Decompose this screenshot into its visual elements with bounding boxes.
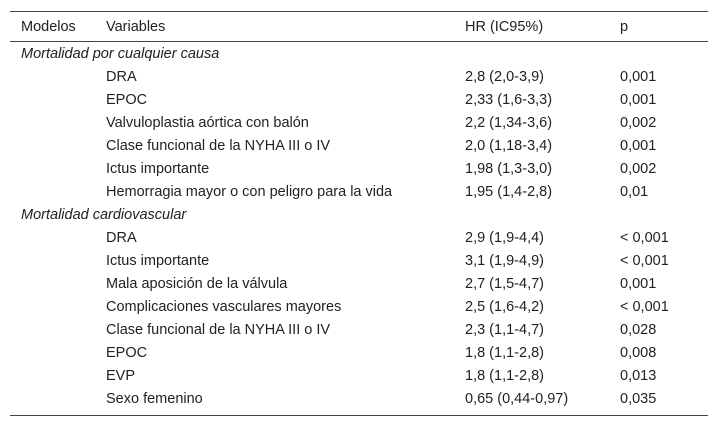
- row-hr: 3,1 (1,9-4,9): [465, 253, 544, 269]
- table-row: [10, 319, 708, 342]
- table-row: [10, 227, 708, 250]
- table-row: [10, 135, 708, 158]
- header-modelos: Modelos: [21, 19, 76, 35]
- row-hr: 2,5 (1,6-4,2): [465, 299, 544, 315]
- row-variable: Ictus importante: [106, 161, 210, 177]
- row-hr: 1,98 (1,3-3,0): [465, 161, 553, 177]
- header-p: p: [620, 19, 629, 35]
- section-title-all-cause: Mortalidad por cualquier causa: [21, 46, 220, 62]
- row-hr: 1,8 (1,1-2,8): [465, 368, 544, 384]
- table-row: [10, 66, 708, 89]
- row-hr: 1,8 (1,1-2,8): [465, 345, 544, 361]
- row-p: 0,002: [620, 161, 657, 177]
- row-variable: Clase funcional de la NYHA III o IV: [106, 138, 331, 154]
- row-hr: 2,7 (1,5-4,7): [465, 276, 544, 292]
- section-title-cardiovascular: Mortalidad cardiovascular: [21, 207, 187, 223]
- row-hr: 2,8 (2,0-3,9): [465, 69, 544, 85]
- row-variable: Clase funcional de la NYHA III o IV: [106, 322, 331, 338]
- table-row: [10, 158, 708, 181]
- row-variable: EPOC: [106, 92, 148, 108]
- row-hr: 2,9 (1,9-4,4): [465, 230, 544, 246]
- hazard-ratio-table: [10, 11, 708, 416]
- header-variables: Variables: [106, 19, 166, 35]
- row-p: 0,028: [620, 322, 657, 338]
- row-variable: Complicaciones vasculares mayores: [106, 299, 342, 315]
- row-p: 0,001: [620, 276, 657, 292]
- row-p: 0,001: [620, 92, 657, 108]
- row-variable: DRA: [106, 69, 137, 85]
- row-p: < 0,001: [620, 299, 669, 315]
- row-variable: Mala aposición de la válvula: [106, 276, 288, 292]
- row-hr: 2,33 (1,6-3,3): [465, 92, 553, 108]
- row-hr: 2,0 (1,18-3,4): [465, 138, 553, 154]
- header-divider: [10, 41, 708, 42]
- table-row: [10, 181, 708, 204]
- row-p: < 0,001: [620, 253, 669, 269]
- row-hr: 1,95 (1,4-2,8): [465, 184, 553, 200]
- row-p: 0,008: [620, 345, 657, 361]
- table-row: [10, 388, 708, 411]
- row-variable: EPOC: [106, 345, 148, 361]
- table-row: [10, 89, 708, 112]
- header-hr: HR (IC95%): [465, 19, 544, 35]
- row-variable: Hemorragia mayor o con peligro para la vida: [106, 184, 393, 200]
- table-row: [10, 365, 708, 388]
- table-row: [10, 112, 708, 135]
- table-row: [10, 342, 708, 365]
- row-p: < 0,001: [620, 230, 669, 246]
- row-variable: DRA: [106, 230, 137, 246]
- row-p: 0,001: [620, 138, 657, 154]
- row-p: 0,01: [620, 184, 649, 200]
- row-variable: Sexo femenino: [106, 391, 203, 407]
- table-row: [10, 296, 708, 319]
- row-p: 0,035: [620, 391, 657, 407]
- row-variable: EVP: [106, 368, 136, 384]
- table-row: [10, 250, 708, 273]
- table-header-row: [10, 16, 708, 39]
- row-variable: Valvuloplastia aórtica con balón: [106, 115, 309, 131]
- row-hr: 2,3 (1,1-4,7): [465, 322, 544, 338]
- row-hr: 2,2 (1,34-3,6): [465, 115, 553, 131]
- row-p: 0,002: [620, 115, 657, 131]
- row-variable: Ictus importante: [106, 253, 210, 269]
- row-p: 0,013: [620, 368, 657, 384]
- row-p: 0,001: [620, 69, 657, 85]
- table-row: [10, 273, 708, 296]
- row-hr: 0,65 (0,44-0,97): [465, 391, 569, 407]
